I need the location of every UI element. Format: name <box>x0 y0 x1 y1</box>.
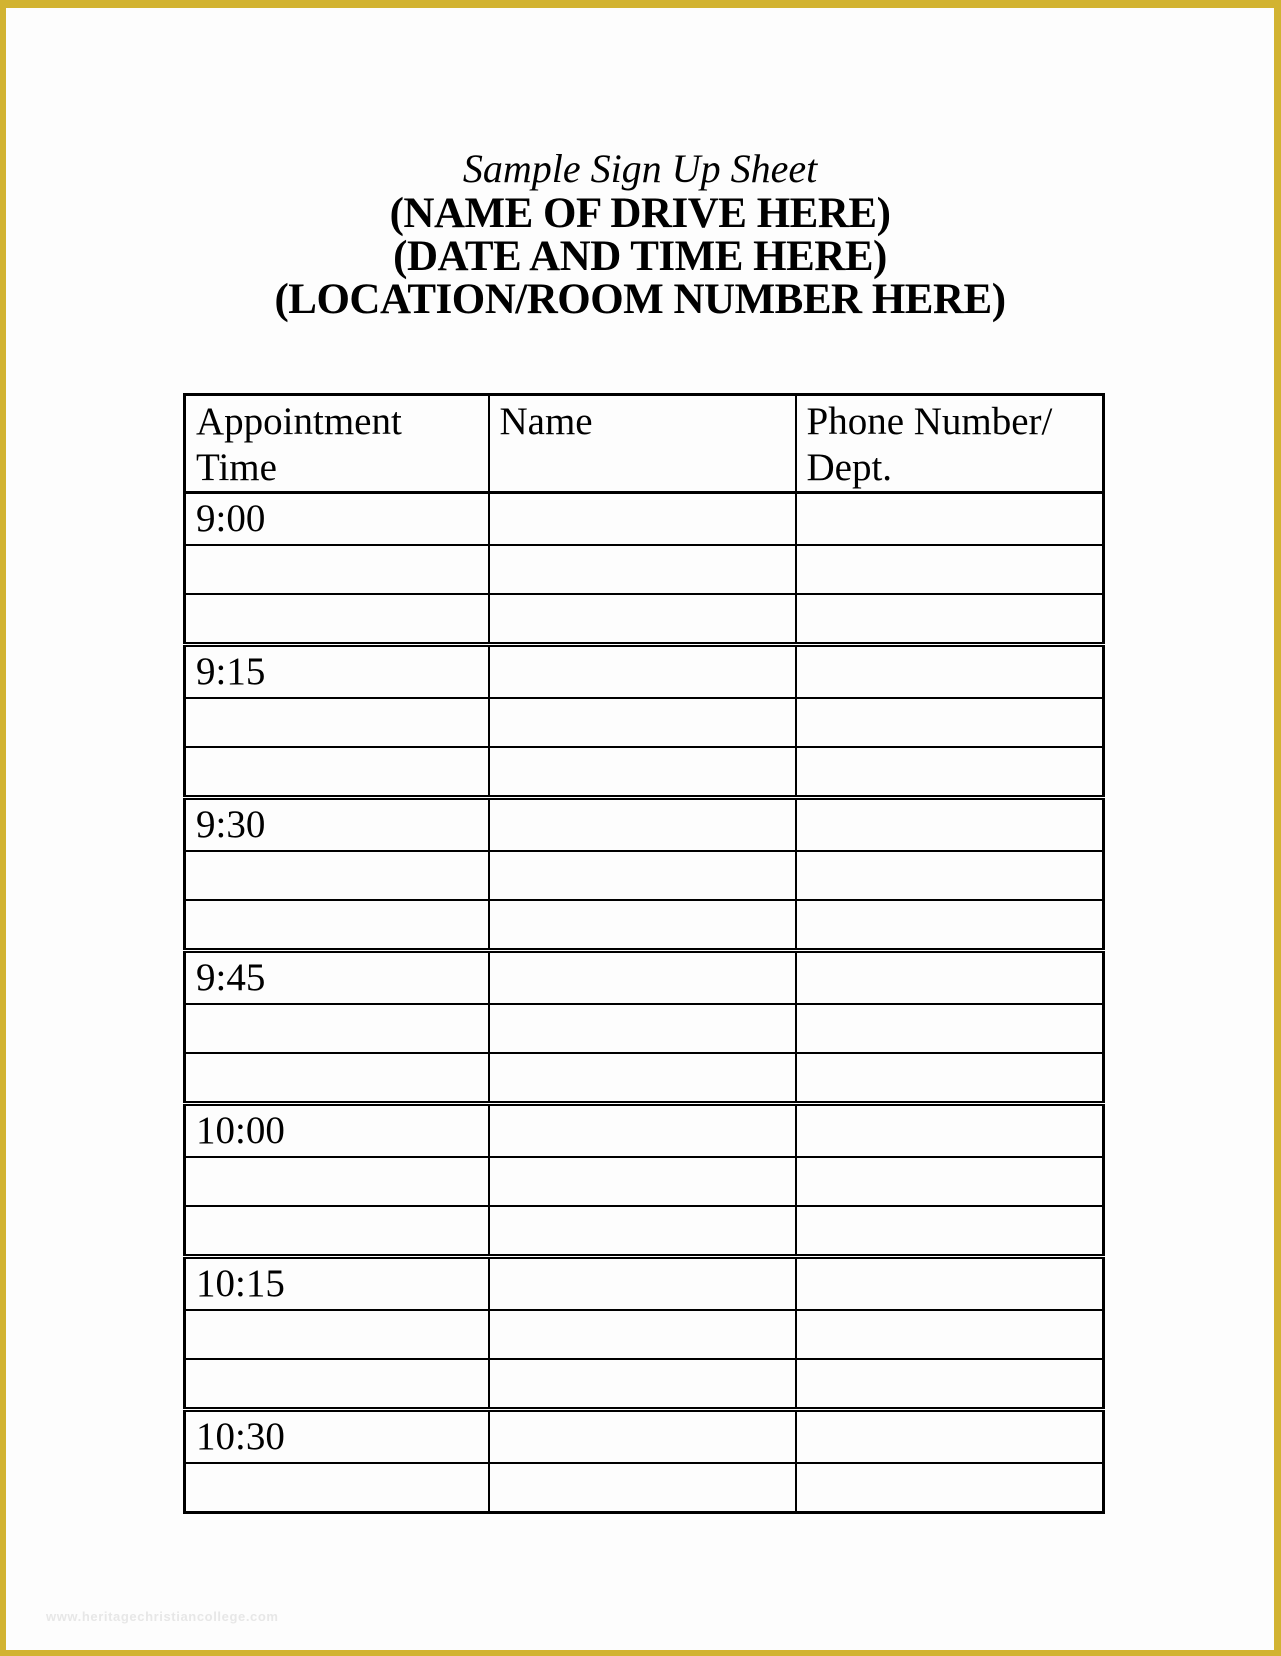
table-row <box>185 1410 1104 1464</box>
table-row <box>185 798 1104 852</box>
time-cell <box>185 594 489 645</box>
name-cell <box>489 594 796 645</box>
time-cell <box>185 1157 489 1206</box>
phone-dept-cell <box>796 645 1104 699</box>
time-cell <box>185 1206 489 1257</box>
phone-dept-cell <box>796 1359 1104 1410</box>
drive-name-placeholder: (NAME OF DRIVE HERE) <box>389 190 891 237</box>
time-cell: 9:30 <box>185 798 489 852</box>
name-cell <box>489 1463 796 1513</box>
phone-dept-cell <box>796 1463 1104 1513</box>
name-cell <box>489 1004 796 1053</box>
name-cell <box>489 747 796 798</box>
time-cell: 9:45 <box>185 951 489 1005</box>
col-header-line: Time <box>196 446 277 489</box>
table-row <box>185 1104 1104 1158</box>
name-cell <box>489 1310 796 1359</box>
col-header-line: Name <box>499 400 593 443</box>
time-cell: 10:15 <box>185 1257 489 1311</box>
name-cell <box>489 1053 796 1104</box>
table-row <box>185 1157 1104 1206</box>
time-cell <box>185 1053 489 1104</box>
phone-dept-cell <box>796 900 1104 951</box>
phone-dept-cell <box>796 594 1104 645</box>
phone-dept-cell <box>796 1004 1104 1053</box>
phone-dept-cell <box>796 1104 1104 1158</box>
sheet-heading <box>6 146 1274 321</box>
col-header-name <box>489 395 796 493</box>
table-row <box>185 900 1104 951</box>
table-row <box>185 1310 1104 1359</box>
phone-dept-cell <box>796 1310 1104 1359</box>
col-header-line: Appointment <box>196 400 402 443</box>
table-row <box>185 1206 1104 1257</box>
name-cell <box>489 1157 796 1206</box>
time-cell <box>185 1359 489 1410</box>
name-cell <box>489 545 796 594</box>
table-row <box>185 493 1104 546</box>
time-cell <box>185 1463 489 1513</box>
time-cell <box>185 698 489 747</box>
phone-dept-cell <box>796 545 1104 594</box>
name-cell <box>489 1410 796 1464</box>
name-cell <box>489 798 796 852</box>
table-row <box>185 1359 1104 1410</box>
name-cell <box>489 900 796 951</box>
table-row <box>185 1257 1104 1311</box>
phone-dept-cell <box>796 798 1104 852</box>
table-row <box>185 747 1104 798</box>
watermark-text: www.heritagechristiancollege.com <box>46 1609 279 1624</box>
header-row <box>185 395 1104 493</box>
location-placeholder: (LOCATION/ROOM NUMBER HERE) <box>274 276 1006 323</box>
time-cell: 9:00 <box>185 493 489 546</box>
table-row <box>185 951 1104 1005</box>
table-row <box>185 1004 1104 1053</box>
table-row <box>185 851 1104 900</box>
date-time-placeholder: (DATE AND TIME HERE) <box>393 233 887 280</box>
name-cell <box>489 1257 796 1311</box>
time-cell <box>185 900 489 951</box>
phone-dept-cell <box>796 747 1104 798</box>
table-row <box>185 1053 1104 1104</box>
phone-dept-cell <box>796 493 1104 546</box>
col-header-appointment-time <box>185 395 489 493</box>
table-row <box>185 594 1104 645</box>
col-header-line: Dept. <box>806 446 893 489</box>
name-cell <box>489 698 796 747</box>
name-cell <box>489 951 796 1005</box>
table-row <box>185 545 1104 594</box>
phone-dept-cell <box>796 951 1104 1005</box>
phone-dept-cell <box>796 851 1104 900</box>
time-cell <box>185 851 489 900</box>
time-cell <box>185 747 489 798</box>
time-cell: 10:30 <box>185 1410 489 1464</box>
name-cell <box>489 493 796 546</box>
phone-dept-cell <box>796 1157 1104 1206</box>
name-cell <box>489 851 796 900</box>
sheet-title: Sample Sign Up Sheet <box>462 146 818 191</box>
phone-dept-cell <box>796 698 1104 747</box>
table-row <box>185 645 1104 699</box>
table-row <box>185 698 1104 747</box>
col-header-phone-dept <box>796 395 1104 493</box>
phone-dept-cell <box>796 1206 1104 1257</box>
table-row <box>185 1463 1104 1513</box>
name-cell <box>489 645 796 699</box>
time-cell <box>185 1310 489 1359</box>
time-cell <box>185 545 489 594</box>
name-cell <box>489 1104 796 1158</box>
phone-dept-cell <box>796 1410 1104 1464</box>
time-cell <box>185 1004 489 1053</box>
name-cell <box>489 1359 796 1410</box>
col-header-line: Phone Number/ <box>806 400 1053 443</box>
signup-table <box>183 393 1105 1514</box>
phone-dept-cell <box>796 1053 1104 1104</box>
time-cell: 10:00 <box>185 1104 489 1158</box>
phone-dept-cell <box>796 1257 1104 1311</box>
time-cell: 9:15 <box>185 645 489 699</box>
name-cell <box>489 1206 796 1257</box>
